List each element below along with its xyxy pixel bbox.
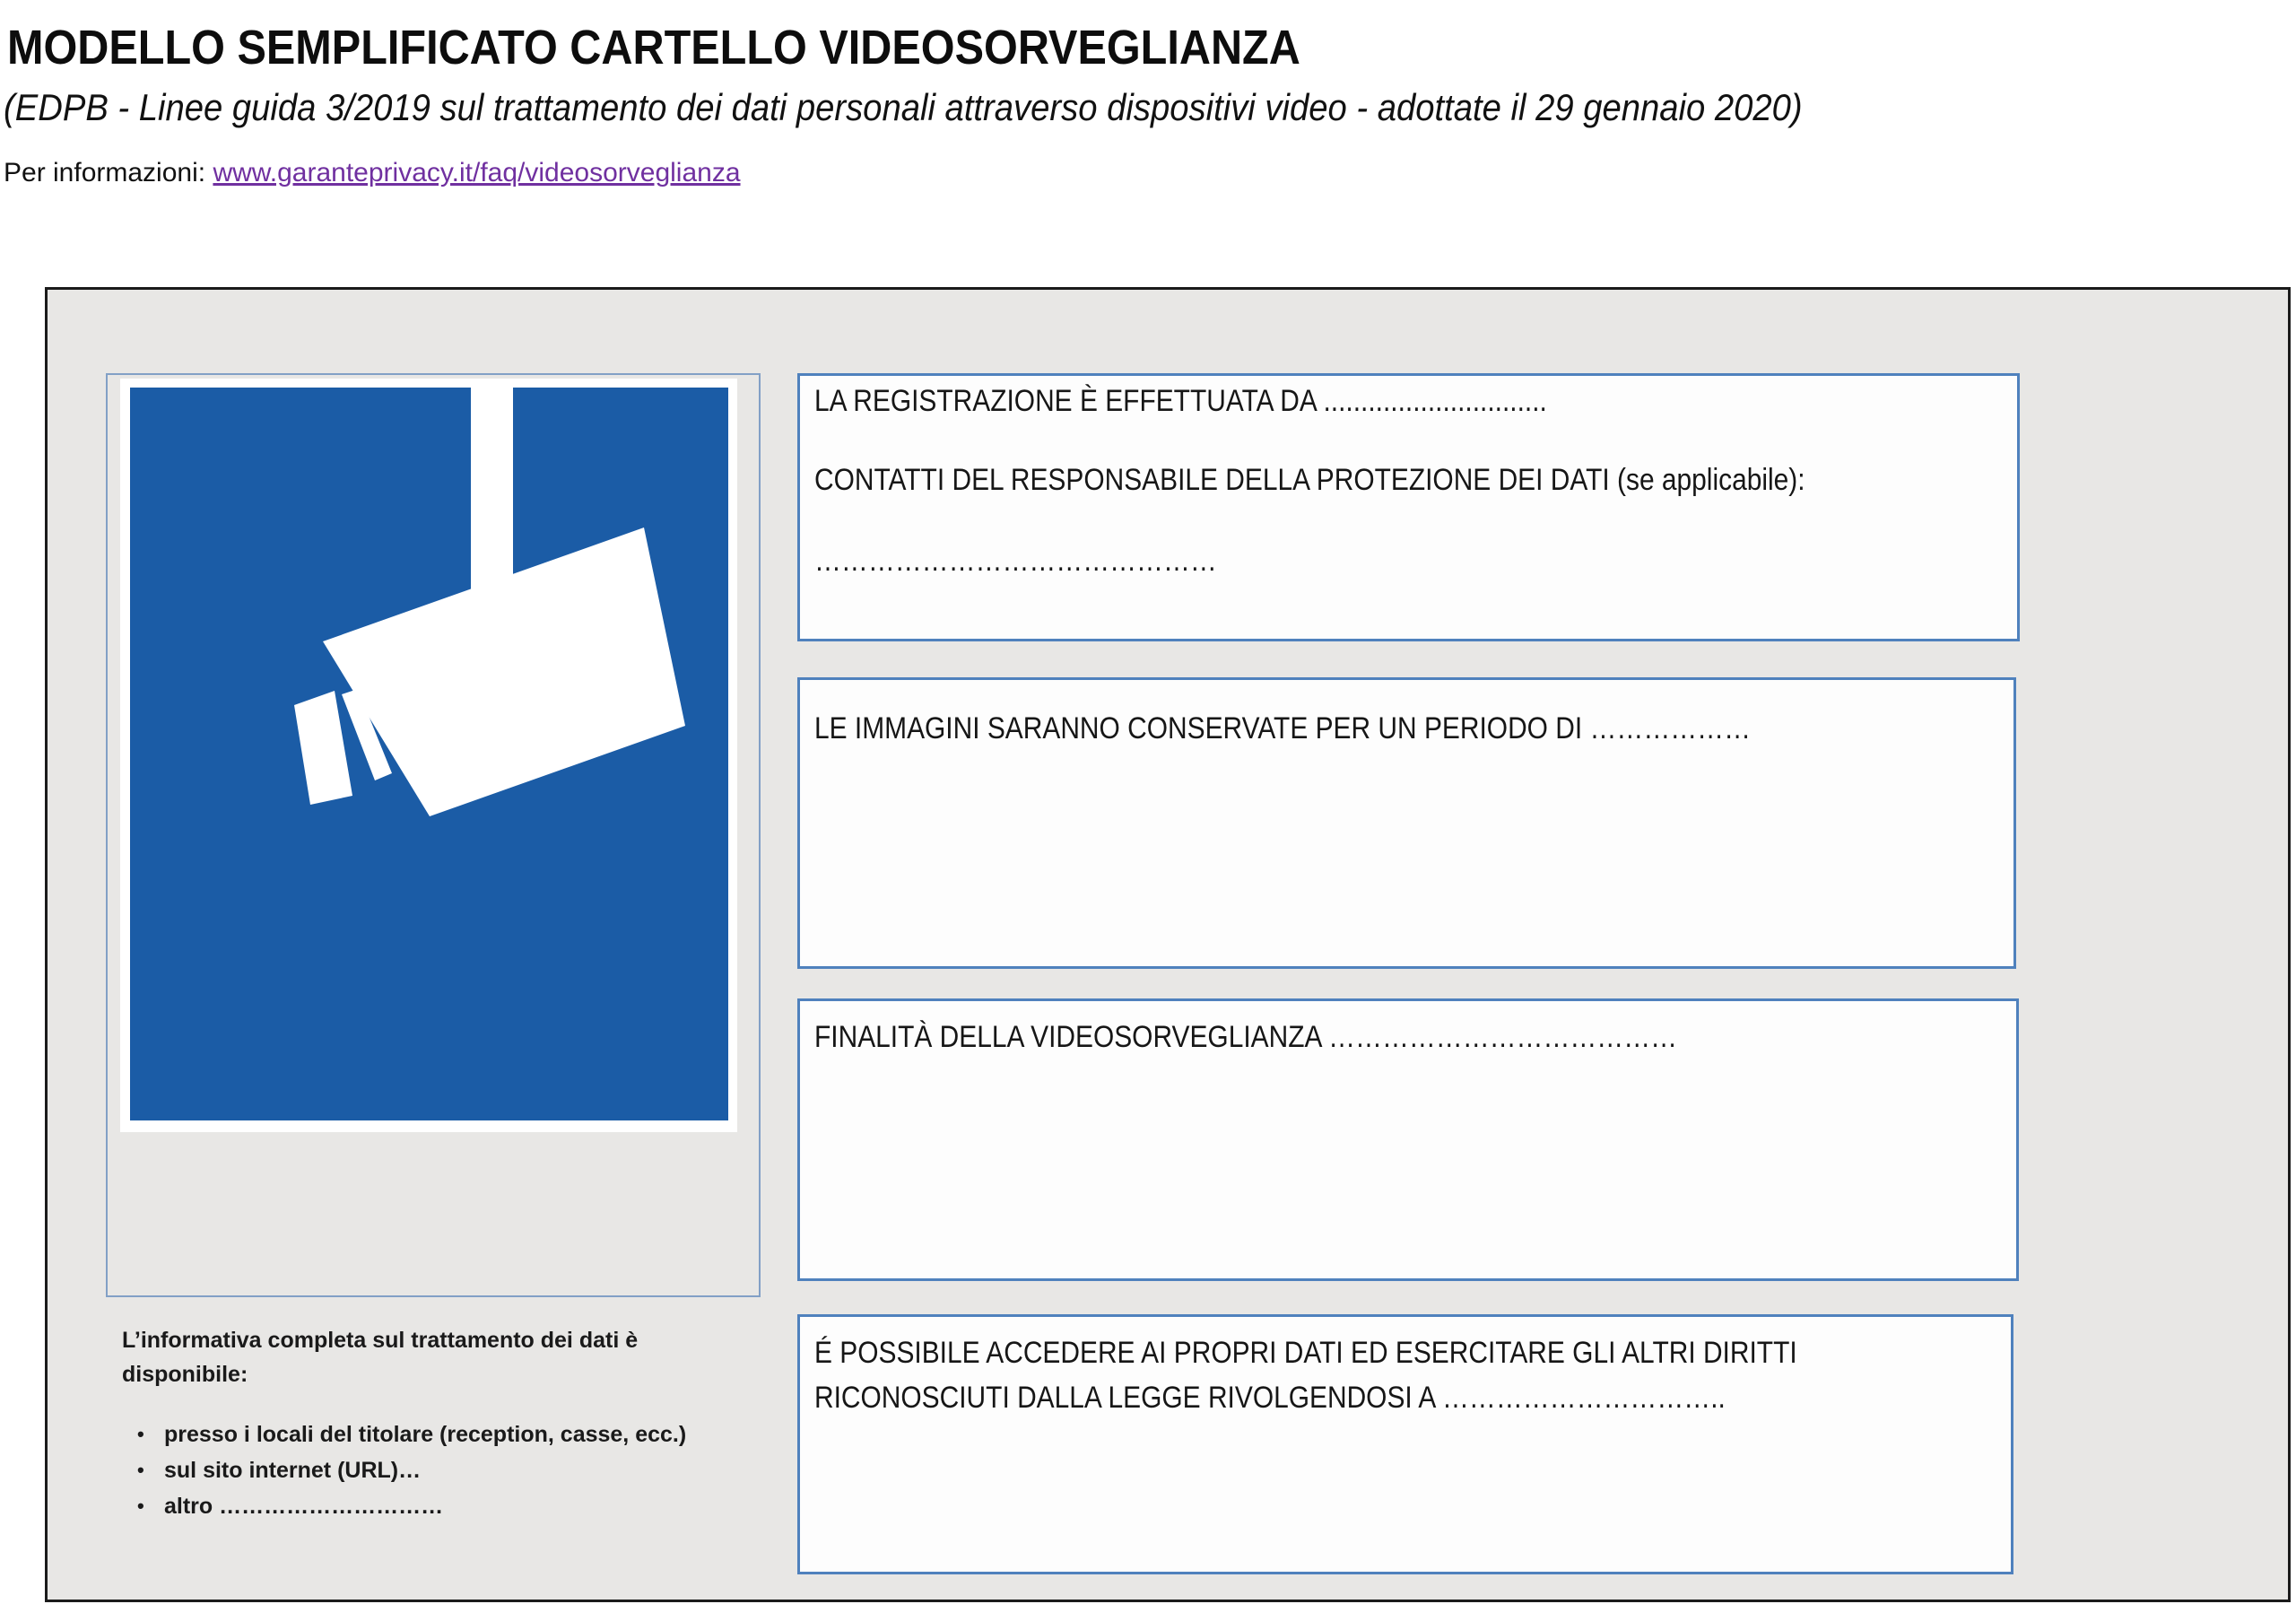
bullet-text-altro: altro ………………………… [164, 1494, 444, 1519]
registrazione-line: LA REGISTRAZIONE È EFFETTUATA DA .............................. [814, 384, 1547, 418]
list-item [122, 1488, 804, 1524]
list-item [122, 1452, 804, 1488]
cctv-camera-icon [130, 388, 728, 1120]
camera-sign-blue-square [130, 388, 728, 1120]
contatti-dpo-line: CONTATTI DEL RESPONSABILE DELLA PROTEZIONE DEI DATI (se applicabile): [814, 463, 1805, 497]
bullet-text-locali: presso i locali del titolare (reception, casse, ecc.) [164, 1422, 687, 1447]
box-finalita [797, 998, 2019, 1281]
bullet-icon: • [137, 1459, 144, 1481]
page-title-text: MODELLO SEMPLIFICATO CARTELLO VIDEOSORVEGLIANZA [7, 21, 1300, 74]
box-conservazione [797, 677, 2016, 969]
conservazione-line: LE IMMAGINI SARANNO CONSERVATE PER UN PERIODO DI ……………… [814, 711, 1752, 745]
info-prefix: Per informazioni: [4, 158, 213, 187]
bullet-icon: • [137, 1423, 144, 1445]
bullet-icon: • [137, 1495, 144, 1517]
page-subtitle-text: (EDPB - Linee guida 3/2019 sul trattamento dei dati personali attraverso dispositivi video - adottate il 29 gennaio 2020) [4, 86, 1803, 128]
informativa-note [122, 1323, 804, 1524]
diritti-line-1: É POSSIBILE ACCEDERE AI PROPRI DATI ED ESERCITARE GLI ALTRI DIRITTI [814, 1336, 1797, 1370]
diritti-line-2: RICONOSCIUTI DALLA LEGGE RIVOLGENDOSI A ………………………….. [814, 1381, 1726, 1415]
list-item [122, 1417, 804, 1452]
box-diritti [797, 1314, 2013, 1574]
box-registrazione [797, 373, 2020, 641]
page-subtitle [4, 86, 1980, 129]
camera-sign-sheet [120, 379, 737, 1132]
dotted-fill-line: ……………………………………… [814, 544, 1217, 578]
informativa-line-2: disponibile: [122, 1362, 248, 1387]
camera-sign-panel [106, 373, 761, 1297]
finalita-line: FINALITÀ DELLA VIDEOSORVEGLIANZA ………………………………… [814, 1020, 1678, 1054]
sign-outer-frame [45, 287, 2291, 1602]
privacy-faq-link[interactable]: www.garanteprivacy.it/faq/videosorveglianza [213, 158, 741, 187]
page-title [7, 20, 1444, 75]
informativa-bullet-list [122, 1417, 804, 1524]
bullet-text-sito: sul sito internet (URL)… [164, 1458, 422, 1483]
info-line [4, 158, 741, 188]
informativa-line-1: L’informativa completa sul trattamento dei dati è [122, 1328, 639, 1353]
